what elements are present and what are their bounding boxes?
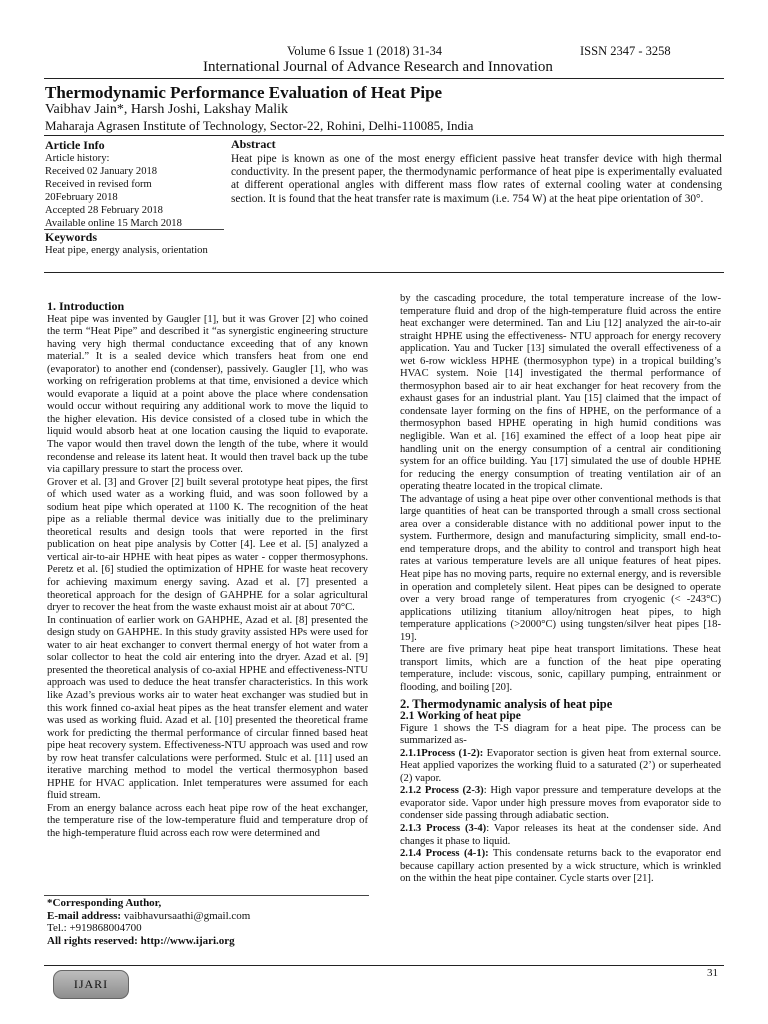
process-4-1-label: 2.1.4 Process (4-1): [400,848,489,860]
title-rule [44,135,724,136]
right-paragraph-2: The advantage of using a heat pipe over other conventional methods is that large quantities of heat can be transported through a small cross sectional area over a considerable distance with no additional power input to the system. Furthermore, design and manufacturing simplicity, small end-to-end temperature drops, and the ability to control and transport high heat rates at various temperature levels are all unique features of heat pipes. Heat pipe has no moving parts, require no external energy, and is reversible in operation and completely silent. Heat pipes can be designed to operate over a very broad range of temperatures from cryogenic (< -243°C) applications utilizing titanium alloy/nitrogen heat pipes, to high temperature applications (>2000°C) using tungsten/silver heat pipes [18-19]. [400,493,721,643]
received-date: Received 02 January 2018 [45,165,158,177]
keywords-block [45,230,220,258]
email-address[interactable]: vaibhavursaathi@gmail.com [123,909,251,922]
affiliation: Maharaja Agrasen Institute of Technology, Sector-22, Rohini, Delhi-110085, India [45,118,474,133]
article-info [45,138,220,230]
keywords-text: Heat pipe, energy analysis, orientation [45,245,208,256]
process-3-4-text: : Vapor releases its heat at the condenser side. And changes it phase to liquid. [400,822,721,847]
abstract-text: Heat pipe is known as one of the most energy efficient passive heat transfer device with high thermal conductivity. In the present paper, the thermodynamic performance of heat pipe is experimentally evaluated at different operational angles with different mass flow rates of external cooling water at condensing section. It is found that the heat transfer rate is maximum (i.e. 754 W) at the heat pipe orientation of 30°. [231,153,722,205]
right-paragraph-3: There are five primary heat pipe heat transport limitations. These heat transport limits, which are a function of the heat pipe operating temperature, include: viscous, sonic, capillary pumping, entrainment or flooding, and boiling [20]. [400,644,721,693]
rights-notice: All rights reserved: http://www.ijari.org [47,935,235,948]
footer-rule [44,965,724,966]
revised-date: 20February 2018 [45,191,118,203]
intro-paragraph-2: Grover et al. [3] and Grover [2] built several prototype heat pipes, the first of which used water as a working fluid, and was soon followed by a sodium heat pipe which operated at 1100 K. The recognition of the heat pipe as a reliable thermal device was initially due to the preliminary theoretical results and design tools that were reported in the first publication on heat pipe analysis by Cotter [4]. Lee et al. [5] analyzed a vertical air-to-air HPHE with heat pipes as water - copper thermosyphons. Peretz et al. [6] studied the optimization of HPHE for waste heat recovery for achieving maximum energy saving. Azad et al. [7] presented a theoretical approach for the design of GAHPHE for a solar agricultural dryer to recover the heat from the waste exhaust moist air at about 70°C. [47,476,368,614]
section-2-1-heading: 2.1 Working of heat pipe [400,710,521,723]
footnote-rule [44,895,369,896]
authors: Vaibhav Jain*, Harsh Joshi, Lakshay Malik [45,102,289,117]
process-1-2 [400,748,721,786]
revised-label: Received in revised form [45,178,152,190]
volume-info: Volume 6 Issue 1 (2018) 31-34 [287,44,442,58]
process-1-2-label: 2.1.1Process (1-2): [400,747,484,759]
process-3-4 [400,823,721,848]
keywords-heading: Keywords [45,230,97,244]
process-3-4-label: 2.1.3 Process (3-4) [400,822,487,834]
process-2-3-label: 2.1.2 Process (2-3) [400,785,484,797]
section-2-heading: 2. Thermodynamic analysis of heat pipe [400,696,613,711]
corresponding-label: *Corresponding Author, [47,897,162,909]
page-number: 31 [707,967,718,979]
paper-title: Thermodynamic Performance Evaluation of Heat Pipe [45,83,443,102]
abstract [231,137,722,206]
process-4-1 [400,848,721,886]
article-history-label: Article history: [45,153,110,164]
telephone: Tel.: +919868004700 [47,922,142,935]
right-column [400,293,721,886]
process-2-3-text: : High vapor pressure and temperature develops at the evaporator side. Vapor under high pressure moves from evaporator side to condenser side passing through adiabatic section. [400,785,721,822]
corresponding-block [47,897,368,948]
intro-paragraph-3: In continuation of earlier work on GAHPHE, Azad et al. [8] presented the design study on GAHPHE. In this study gravity assisted HPs were used for water to air heat exchanger to convert thermal energy of hot water from a solar collector to heat the cold air entering into the dryer. Azad et al. [9] presented the theoretical analysis of co-axial HPHE and effectiveness-NTU approach was used to deduce the heat transfer characteristics. In this work like Azad’s previous works air to water heat exchanger was studied but in this work finned co-axial heat pipes as the heat transfer element and water was used as working fluid. Azad et al. [10] presented the theoretical frame work for predicting the thermal performance of circular finned based heat pipe heat recovery system. Effectiveness-NTU approach was used and row by row heat transfer calculations were performed. Stulc et al. [11] used an iterative marching method to model the vertical thermosyphon based HPHE for HVAC application. Inlet temperatures were assumed for each fluid stream. [47,614,368,802]
process-2-3 [400,785,721,823]
right-paragraph-1: by the cascading procedure, the total temperature increase of the low-temperature fluid and drop of the high-temperature fluid across the entire heat exchanger were determined. Tan and Liu [12] analyzed the air-to-air straight HPHE using the effectiveness- NTU approach for energy recovery application. Yau and Tucker [13] simulated the overall effectiveness of a wet 6-row wickless HPHE (thermosyphon type) in a tropical building’s HVAC system. Noie [14] investigated the thermal performance of thermosyphon based air to air heat exchanger for heat recovery from the exhaust gases for an industrial plant. Yau [15] claimed that the impact of condensate layer forming on the fins of HPHE, on the performance of a thermosyphon based HPHE operating in high humid conditions was negligible. Wan et al. [16] examined the effect of a loop heat pipe air handling unit on the energy consumption of a central air conditioning system for an office building. Yau [17] simulated the use of double HPHE for reducing the energy consumption of treating ventilation air of an operating theatre located in the tropical climate. [400,293,721,493]
abstract-heading: Abstract [231,137,276,151]
abstract-rule [44,272,724,273]
intro-heading: 1. Introduction [47,299,125,313]
intro-paragraph-4: From an energy balance across each heat pipe row of the heat exchanger, the temperature rise of the low-temperature fluid and temperature drop of the high-temperature fluid across each row were determined and [47,802,368,839]
online-date: Available online 15 March 2018 [45,217,182,229]
ijari-badge: IJARI [53,970,129,999]
header-rule [44,78,724,79]
issn: ISSN 2347 - 3258 [580,44,671,58]
process-1-2-text: Evaporator section is given heat from external source. Heat applied vaporizes the working fluid to a saturated (2’) or superheated (2) vapor. [400,747,721,784]
right-paragraph-4: Figure 1 shows the T-S diagram for a heat pipe. The process can be summarized as- [400,722,721,747]
journal-name: International Journal of Advance Research and Innovation [203,59,553,75]
accepted-date: Accepted 28 February 2018 [45,204,163,216]
process-4-1-text: This condensate returns back to the evaporator end because capillary action presented by a wick structure, which is wrinkled on the within the heat pipe container. Cycle starts over [21]. [400,848,722,885]
article-info-heading: Article Info [45,138,105,152]
intro-paragraph-1: Heat pipe was invented by Gaugler [1], but it was Grover [2] who coined the term “Heat Pipe” and described it “as synergistic engineering structure having very high thermal conductance exceeding that of any known material.” It is a sealed device which transfers heat from one end (evaporator) to another end (condenser), passively. Gaugler [1], who was working on refrigeration problems at that time, envisioned a device which would evaporate a liquid at a point above the place where condensation would occur without requiring any additional work to move the liquid to the higher elevation. His device consisted of a closed tube in which the liquid would absorb heat at one location causing the liquid to evaporate. The vapor would then travel down the length of the tube, where it would recondense and release its latent heat. It would then travel back up the tube via capillary pressure to start the process over. [47,313,368,476]
left-column [47,300,368,841]
email-line [47,910,368,923]
email-label: E-mail address: [47,909,122,922]
